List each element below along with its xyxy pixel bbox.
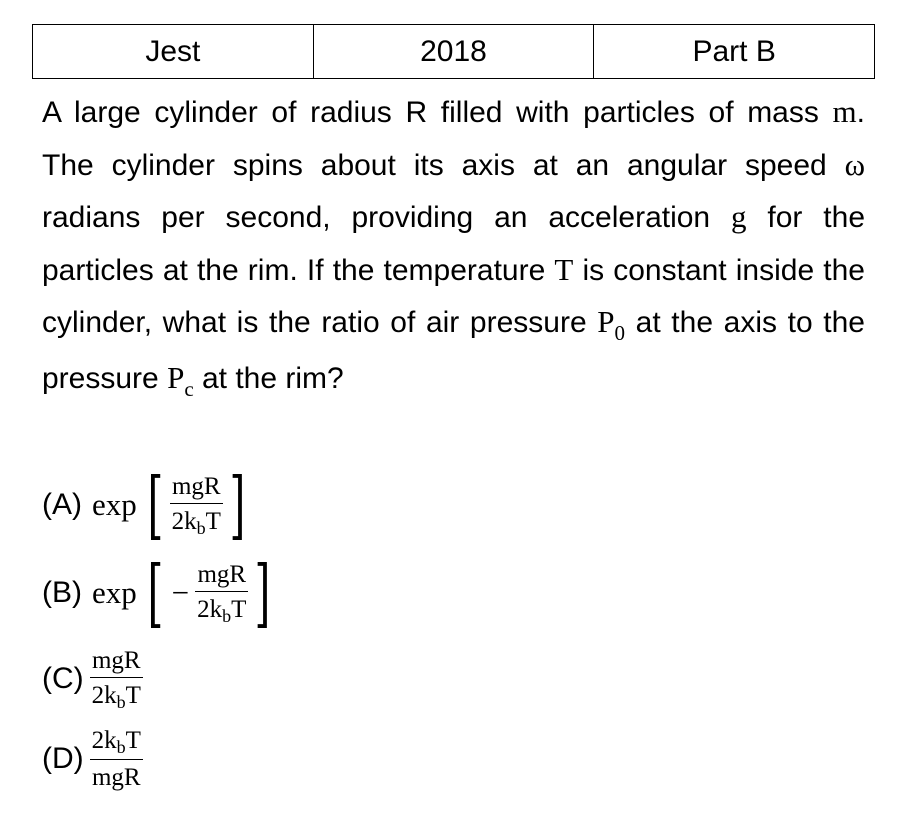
option-d-fraction <box>90 726 143 792</box>
option-c[interactable] <box>42 646 143 712</box>
question-part-3: radians per second, providing an acceleration <box>42 201 732 234</box>
symbol-g: g <box>731 199 747 234</box>
option-c-denominator: $2k_bT$ <box>91 682 141 712</box>
question-part-5: is constant inside the cylinder, what is the ratio of air pressure <box>42 253 865 339</box>
symbol-p0-subscript: 0 <box>614 321 626 345</box>
header-cell-year: 2018 <box>313 25 594 79</box>
question-part-4: for the particles at the rim. If the temperature <box>42 201 865 287</box>
option-a-numerator: mgR <box>170 472 223 504</box>
question-part-1: A large cylinder of radius R filled with particles of mass <box>42 96 833 129</box>
option-b-denominator: $2k_bT$ <box>197 596 247 626</box>
header-cell-part: Part B <box>594 25 875 79</box>
symbol-pc-subscript: c <box>184 376 194 401</box>
option-b-label: (B) <box>42 576 82 609</box>
symbol-temperature: T <box>554 251 574 287</box>
question-part-2: . The cylinder spins about its axis at an angular speed <box>42 96 865 182</box>
option-b[interactable] <box>42 550 277 636</box>
option-a-denominator: $2k_bT$ <box>171 508 221 538</box>
option-d-label: (D) <box>42 742 84 775</box>
option-a[interactable] <box>42 462 252 548</box>
header-table <box>32 24 875 79</box>
option-a-label: (A) <box>42 488 82 521</box>
option-b-open-bracket: [ <box>147 550 164 636</box>
symbol-omega: ω <box>844 146 865 182</box>
option-a-open-bracket: [ <box>147 462 164 548</box>
option-a-fraction <box>170 472 223 538</box>
header-cell-source: Jest <box>33 25 314 79</box>
option-c-numerator: mgR <box>90 646 143 678</box>
option-b-close-bracket: ] <box>254 550 271 636</box>
symbol-mass: m <box>832 94 857 129</box>
symbol-p0: P <box>597 304 615 339</box>
question-part-6: at the axis to the pressure <box>42 306 865 395</box>
option-d-denominator: mgR <box>91 764 141 791</box>
question-part-7: at the rim? <box>193 361 344 395</box>
option-a-close-bracket: ] <box>229 462 246 548</box>
option-d[interactable] <box>42 726 143 792</box>
option-b-exp: exp <box>92 575 137 610</box>
question-text <box>42 86 865 407</box>
option-b-fraction <box>195 560 248 626</box>
option-c-fraction <box>90 646 143 712</box>
option-c-label: (C) <box>42 662 84 695</box>
option-a-exp: exp <box>92 487 137 522</box>
option-b-minus-sign: − <box>171 575 190 610</box>
option-b-numerator: mgR <box>195 560 248 592</box>
option-d-numerator: $2k_bT$ <box>90 726 143 760</box>
symbol-pc: P <box>167 359 185 395</box>
